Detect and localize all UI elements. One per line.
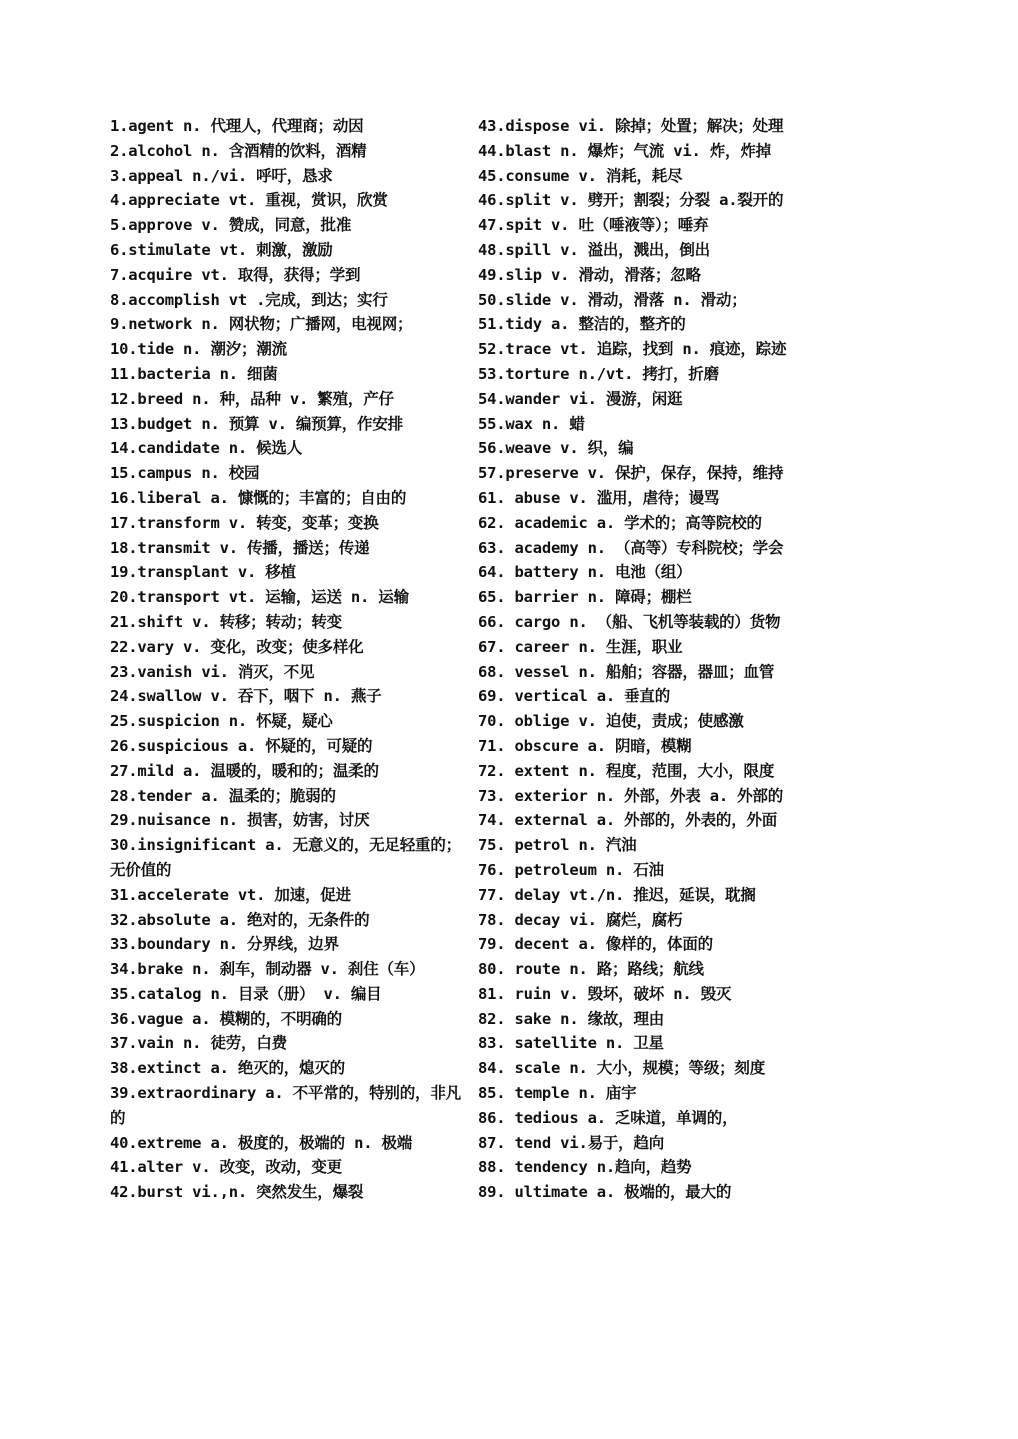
vocab-entry: 2.alcohol n. 含酒精的饮料，酒精 — [110, 141, 367, 160]
vocab-entry: 63. academy n. （高等）专科院校；学会 — [478, 538, 784, 557]
vocab-entry: 69. vertical a. 垂直的 — [478, 687, 671, 706]
vocab-entry: 84. scale n. 大小，规模；等级；刻度 — [478, 1059, 766, 1078]
vocab-entry: 87. tend vi.易于，趋向 — [478, 1133, 665, 1152]
vocab-entry: 51.tidy a. 整洁的，整齐的 — [478, 315, 686, 334]
left-column — [110, 114, 470, 1205]
vocab-entry: 70. oblige v. 迫使，责成；使感激 — [478, 712, 744, 731]
vocab-entry: 39.extraordinary a. 不平常的，特别的，非凡的 — [110, 1084, 461, 1127]
vocab-entry: 73. exterior n. 外部，外表 a. 外部的 — [478, 786, 784, 805]
vocab-entry: 68. vessel n. 船舶；容器，器皿；血管 — [478, 662, 775, 681]
vocab-entry: 52.trace vt. 追踪，找到 n. 痕迹，踪迹 — [478, 340, 787, 359]
vocab-entry: 18.transmit v. 传播，播送；传递 — [110, 538, 370, 557]
vocab-entry: 38.extinct a. 绝灭的，熄灭的 — [110, 1059, 345, 1078]
vocab-entry: 85. temple n. 庙宇 — [478, 1084, 637, 1103]
vocab-entry: 71. obscure a. 阴暗，模糊 — [478, 736, 692, 755]
vocab-entry: 47.spit v. 吐（唾液等）；唾弃 — [478, 216, 709, 235]
vocab-entry: 7.acquire vt. 取得，获得；学到 — [110, 265, 361, 284]
vocab-entry: 54.wander vi. 漫游，闲逛 — [478, 389, 683, 408]
vocab-entry: 34.brake n. 刹车，制动器 v. 刹住（车） — [110, 960, 425, 979]
vocab-entry: 33.boundary n. 分界线，边界 — [110, 935, 339, 954]
vocab-entry: 65. barrier n. 障碍；棚栏 — [478, 588, 692, 607]
vocab-entry: 86. tedious a. 乏味道，单调的， — [478, 1108, 738, 1127]
vocab-entry: 11.bacteria n. 细菌 — [110, 364, 278, 383]
vocab-entry: 26.suspicious a. 怀疑的，可疑的 — [110, 736, 373, 755]
vocab-entry: 42.burst vi.,n. 突然发生，爆裂 — [110, 1183, 364, 1202]
vocab-entry: 28.tender a. 温柔的；脆弱的 — [110, 786, 336, 805]
vocab-entry: 55.wax n. 蜡 — [478, 414, 585, 433]
vocab-entry: 6.stimulate vt. 刺激，激励 — [110, 240, 333, 259]
vocab-entry: 37.vain n. 徒劳，白费 — [110, 1034, 287, 1053]
vocab-entry: 8.accomplish vt .完成，到达；实行 — [110, 290, 388, 309]
vocab-entry: 16.liberal a. 慷慨的；丰富的；自由的 — [110, 488, 407, 507]
vocab-entry: 82. sake n. 缘故，理由 — [478, 1009, 665, 1028]
vocab-entry: 23.vanish vi. 消灭，不见 — [110, 662, 315, 681]
vocab-entry: 30.insignificant a. 无意义的，无足轻重的；无价值的 — [110, 836, 461, 879]
vocab-entry: 64. battery n. 电池（组） — [478, 563, 692, 582]
vocab-entry: 56.weave v. 织，编 — [478, 439, 634, 458]
vocab-entry: 62. academic a. 学术的；高等院校的 — [478, 513, 762, 532]
vocab-entry: 17.transform v. 转变，变革；变换 — [110, 513, 379, 532]
vocab-entry: 43.dispose vi. 除掉；处置；解决；处理 — [478, 117, 784, 135]
vocab-entry: 15.campus n. 校园 — [110, 464, 260, 483]
vocab-entry: 76. petroleum n. 石油 — [478, 860, 664, 879]
vocab-entry: 20.transport vt. 运输，运送 n. 运输 — [110, 588, 409, 607]
vocab-entry: 75. petrol n. 汽油 — [478, 836, 637, 855]
vocab-entry: 24.swallow v. 吞下，咽下 n. 燕子 — [110, 687, 382, 706]
vocab-entry: 79. decent a. 像样的，体面的 — [478, 935, 713, 954]
vocab-entry: 83. satellite n. 卫星 — [478, 1034, 664, 1053]
vocab-entry: 36.vague a. 模糊的，不明确的 — [110, 1009, 342, 1028]
vocab-entry: 66. cargo n. （船、飞机等装载的）货物 — [478, 612, 781, 631]
vocab-entry: 1.agent n. 代理人，代理商；动因 — [110, 117, 364, 135]
vocab-entry: 31.accelerate vt. 加速，促进 — [110, 885, 351, 904]
vocab-entry: 10.tide n. 潮汐；潮流 — [110, 340, 287, 359]
vocab-entry: 35.catalog n. 目录（册） v. 编目 — [110, 984, 382, 1003]
vocab-entry: 4.appreciate vt. 重视，赏识，欣赏 — [110, 191, 388, 210]
vocab-entry: 21.shift v. 转移；转动；转变 — [110, 612, 342, 631]
vocab-entry: 32.absolute a. 绝对的，无条件的 — [110, 910, 370, 929]
vocab-entry: 9.network n. 网状物；广播网，电视网； — [110, 315, 413, 334]
vocab-entry: 44.blast n. 爆炸；气流 vi. 炸，炸掉 — [478, 141, 771, 160]
vocab-entry: 81. ruin v. 毁坏，破坏 n. 毁灭 — [478, 984, 732, 1003]
vocab-entry: 50.slide v. 滑动，滑落 n. 滑动； — [478, 290, 747, 309]
vocab-entry: 19.transplant v. 移植 — [110, 563, 296, 582]
vocab-entry: 27.mild a. 温暖的，暖和的；温柔的 — [110, 761, 379, 780]
vocab-entry: 3.appeal n./vi. 呼吁，恳求 — [110, 166, 333, 185]
vocab-entry: 41.alter v. 改变，改动，变更 — [110, 1158, 342, 1177]
vocab-entry: 77. delay vt./n. 推迟，延误，耽搁 — [478, 885, 756, 904]
vocab-entry: 46.split v. 劈开；割裂；分裂 a.裂开的 — [478, 191, 784, 210]
vocab-entry: 45.consume v. 消耗，耗尽 — [478, 166, 683, 185]
vocab-entry: 12.breed n. 种，品种 v. 繁殖，产仔 — [110, 389, 394, 408]
vocab-entry: 89. ultimate a. 极端的，最大的 — [478, 1183, 732, 1202]
vocab-entry: 67. career n. 生涯，职业 — [478, 637, 683, 656]
vocab-entry: 29.nuisance n. 损害，妨害，讨厌 — [110, 811, 370, 830]
vocab-entry: 57.preserve v. 保护，保存，保持，维持 — [478, 464, 784, 483]
vocab-entry: 88. tendency n.趋向，趋势 — [478, 1158, 692, 1177]
vocab-entry: 5.approve v. 赞成，同意，批准 — [110, 216, 352, 235]
vocab-entry: 74. external a. 外部的，外表的，外面 — [478, 811, 778, 830]
right-column — [478, 114, 838, 1205]
vocab-entry: 14.candidate n. 候选人 — [110, 439, 303, 458]
vocab-entry: 48.spill v. 溢出，溅出，倒出 — [478, 240, 710, 259]
vocab-entry: 40.extreme a. 极度的，极端的 n. 极端 — [110, 1133, 413, 1152]
vocab-entry: 25.suspicion n. 怀疑，疑心 — [110, 712, 333, 731]
vocab-entry: 49.slip v. 滑动，滑落；忽略 — [478, 265, 701, 284]
vocab-entry: 13.budget n. 预算 v. 编预算，作安排 — [110, 414, 403, 433]
vocab-entry: 72. extent n. 程度，范围，大小，限度 — [478, 761, 775, 780]
vocab-entry: 53.torture n./vt. 拷打，折磨 — [478, 364, 719, 383]
vocab-entry: 80. route n. 路；路线；航线 — [478, 960, 704, 979]
vocab-entry: 61. abuse v. 滥用，虐待；谩骂 — [478, 488, 720, 507]
vocab-entry: 22.vary v. 变化，改变；使多样化 — [110, 637, 364, 656]
vocab-entry: 78. decay vi. 腐烂，腐朽 — [478, 910, 683, 929]
